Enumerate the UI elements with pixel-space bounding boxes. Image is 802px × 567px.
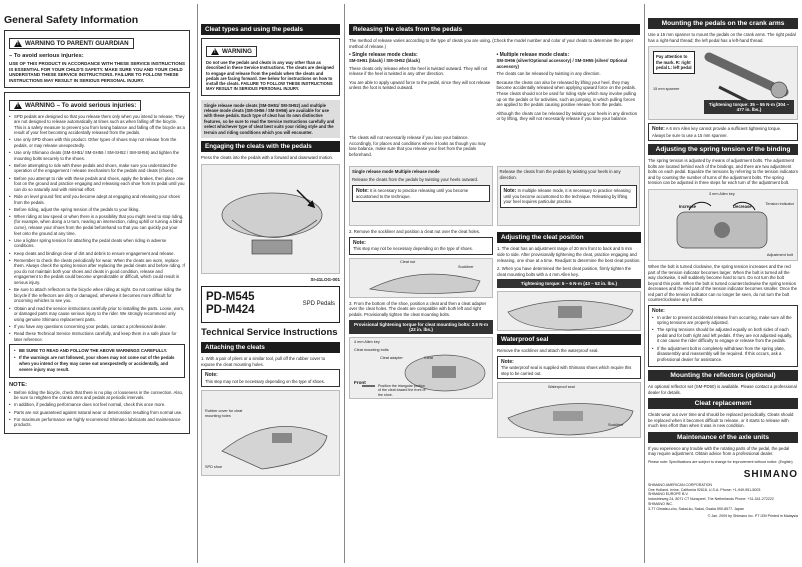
attach-step-2: 2. Remove the sockliner and position a cleat nut over the cleat holes. [349,229,481,235]
fig-label-rubber-cover: Rubber cover for cleat mounting holes [205,409,243,419]
note-bullet: • Parts are not guaranteed against natural wear or deterioration resulting from normal use. [9,410,185,416]
column-cleat-types [199,0,342,567]
boxed-bullet: • BE SURE TO READ AND FOLLOW THE ABOVE WARNINGS CAREFULLY. [14,348,180,354]
seal-note: Note: The waterproof seal is supplied with Shimano shoes which require this step to be carried out. [497,356,641,379]
warning-icon [14,40,22,47]
column-mounting [645,0,802,567]
address-line: One Holland, Irvine, California 92618, U.S.A. Phone: +1-949-951-5003 [648,487,761,492]
fig-label-spd-shoe: SPD shoe [205,465,223,470]
note-list [9,390,185,428]
model-name-1: PD-M545 [206,290,255,303]
pay-attention-box: Pay attention to the mark. R: right pedal L: left pedal [653,51,695,73]
label-waterproof-seal: Waterproof seal [548,385,575,390]
tsi-title: Technical Service Instructions [201,327,338,339]
note-bullet: • In addition, if pedaling performance does not feel normal, check this once more. [9,402,185,408]
address-line: SHIMANO EUROPE B.V. [648,492,689,497]
mounting-note: Note: A 6 mm Allen key cannot provide a sufficient tightening torque. Always be sure to use a 15 mm spanner. [648,123,798,141]
adjust-step-1: 1. The cleat has an adjustment range of 20 mm front to back and 5 mm side to side. After provisionally tightening the cleat, practice engaging and releasing, one shoe at a time. Readjust to determine the best cleat position. [497,246,641,263]
model-name-2: PD-M424 [206,304,255,317]
parent-warning-header: ! WARNING TO PARENT/ GUARDIAN [9,38,134,49]
cleat-types-info: Single release mode cleats (SM-SH51/ SM-SH52) and multiple release mode cleats (SM-SH56 / SM-SH56) are available for use with these pedals. Each type of cleat has its own distinctive features, so be sure to read the Service Instructions carefully and select whichever type of cleat best suits your riding style and the terrain and riding conditions which you will encounter. [201,100,340,139]
tightening-torque: Tightening torque: 5 – 6 N·m {43 – 52 in. lbs.} [497,279,641,288]
release-illustrations [349,163,640,229]
single-release-caption: Release the cleats from the pedals by twisting your heels outward. [352,176,479,182]
attach-steps-column [349,229,493,441]
engaging-illustration [201,164,340,274]
multi-release-note: Note: In multiple release mode, it is necessary to practice releasing until you become accustomed to the technique. Releasing by lifting your heel requires particular practice. [500,185,638,208]
cleat-warning-box [201,38,340,96]
label-seal-sockliner: Sockliner [608,423,624,428]
multi-mode-text: The cleats can be released by twisting in any direction. [496,71,601,77]
multi-mode-models: SM-SH56 (silver/Optional accessory) / SM-SH55 (silver/ Optional accessory) [496,58,628,69]
section-bar-spring-tension: Adjusting the spring tension of the binding [648,144,798,155]
cleat-mount-illustration [349,337,493,399]
address-line: SHIMANO INC. [648,502,673,507]
label-adjustment-bolt: Adjustment bolt [766,253,793,258]
label-cleat-adapter: Cleat adapter [380,355,403,360]
section-bar-adjust-position: Adjusting the cleat position [497,232,641,243]
section-bar-cleat-types: Cleat types and using the pedals [201,24,340,35]
warning-bullet: • Before riding, adjust the spring tension of the pedals to your liking. [9,207,185,213]
warning-bullet: • Use only SPD shoes with this product. Other types of shoes may not release from the pedals, or may release unexpectedly. [9,137,185,148]
engaging-text: Press the cleats into the pedals with a forward and downward motion. [201,155,334,161]
section-bar-mounting: Mounting the pedals on the crank arms [648,18,798,29]
product-type: SPD Pedals [302,301,335,308]
label-cleat-nut: Cleat nut [400,259,416,264]
warning-bullet: • Be sure to attach reflectors to the bicycle when riding at night. Do not continue riding the bicycle if the reflectors are dirty or damaged, otherwise it becomes more difficult for oncoming vehicles to see you. [9,287,185,304]
warning-bullet: • When riding at low speed or when there is a possibility that you might need to stop riding, (for example, when doing a U-turn, nearing an intersection, riding uphill or turning a blind curve), release your shoes from the pedal beforehand so that you can quickly put your feet onto the ground at any time. [9,214,185,236]
address-line: 3-77 Oimatsu-cho, Sakai-ku, Sakai, Osaka 590-8577, Japan [648,506,744,511]
warning-bullet: • Ride on level ground first until you become adept at engaging and releasing your shoes from the pedals. [9,194,185,205]
multi-mode-text-2: Because the cleats can also be released by lifting your heel, they may become accidentally released when applying upward force on the pedals. These cleats should not be used for riding style which may involve pulling up on the pedals or for activities, such as jumping, in which pulling forces are applied to the pedals causing positive release from the pedals. [496,79,636,108]
note-bullet: • Before riding the bicycle, check that there is no play or looseness in the connection. Also, be sure to retighten the cranks arms and pedals at periodic intervals. [9,390,185,401]
lower-sections [349,229,640,441]
spring-text-2: When the bolt is turned clockwise, the spring tension increases and the red part of the tension indicator becomes larger. When the bolt is turned all the way clockwise, it will suddenly become hard to turn. Do not turn the bolt beyond this point. When the bolt is turned counterclockwise the spring tension decreases and the red part of the tension indicator becomes smaller. Once the red part of the tension indicator can no longer be seen, do not turn the bolt counterclockwise any further. [648,264,798,303]
boxed-bullet: • If the warnings are not followed, your shoes may not come out of the pedals when you intend or they may come out unexpectedly or accidentally, and severe injury may result. [14,355,180,372]
warning-bullet: • Use only Shimano cleats (SM-SH51/ SM-SH56 / SM-SH52 / SM-SH56) and tighten the mounting bolts securely to the shoes. [9,150,185,161]
note-label: Note: [205,372,218,379]
multi-mode-head: • Multiple release mode cleats: [496,52,570,59]
column-general-safety [0,0,196,567]
front-caption: Position the triangular portion of the cleat toward the front of the shoe. [378,383,426,397]
note-bullet: • For maximum performance we highly recommend Shimano lubricants and maintenance products. [9,417,185,428]
section-bar-axle-maintenance: Maintenance of the axle units [648,432,798,443]
page-title: General Safety Information [4,14,139,26]
shimano-logo: SHIMANO [743,468,798,480]
mounting-text: Use a 15 mm spanner to mount the pedals on the crank arms. The right pedal has a right-hand thread; the left pedal has a left-hand thread. [648,32,796,43]
spring-adjust-image [649,190,799,262]
single-mode-head: • Single release mode cleats: [349,52,418,59]
label-allen-key: 4 mm Allen key [354,339,380,344]
reflectors-text: An optional reflector set (SM-PD60) is available. Please contact a professional dealer for details. [648,383,797,395]
release-modes [349,52,640,157]
parent-warning-box [4,30,190,88]
attach-step-3: 3. From the bottom of the shoe, position a cleat and then a cleat adapter over the cleat holes. The cleats are compatible with both left and right pedals. Provisionally tighten the cleat mounting bolts. [349,300,487,318]
single-mode-text-3: The cleats will not necessarily release if you lose your balance. Accordingly, for places and conditions where it looks as though you may lose balance, make sure that you release your feet from the pedals beforehand. [349,135,486,157]
attach-note: Note: This step may not be necessary depending on the type of shoes. [201,369,340,387]
label-front: Front [354,379,366,385]
single-release-illustration [349,166,493,226]
section-bar-cleat-replacement: Cleat replacement [648,398,798,409]
spring-note-list [652,315,794,363]
section-bar-reflectors: Mounting the reflectors (optional) [648,370,798,381]
read-warnings-box [9,344,185,378]
label-sockliner: Sockliner [458,264,474,269]
section-bar-waterproof-seal: Waterproof seal [497,334,641,345]
warning-bullet: • Use a lighter spring tension for attaching the pedal cleats when riding in adverse conditions. [9,238,185,249]
seal-illustration [497,382,641,438]
address-line: SHIMANO AMERICAN CORPORATION [648,482,713,487]
warning-bullet: • Keep cleats and bindings clear of dirt and debris to ensure engagement and release. [9,251,185,257]
label-allen-3mm: 3 mm Allen key [709,192,735,196]
adjust-step-2: 2. When you have determined the best cleat position, firmly tighten the cleat mounting bolts with a 4 mm Allen key. [497,266,631,277]
spring-note-bullet: • The spring tensions should be adjusted equally on both sides of each pedal and for both right and left pedals. If they are not adjusted equally, it can cause the rider difficulty to engage or release from the pedals. [652,327,794,344]
shoe-rubber-cover-image [202,391,339,477]
cleat-adjust-image [498,292,640,332]
warning-header: ! WARNING – To avoid serious injuries: [9,100,141,111]
warning-bullet: • Before attempting to ride with these pedals and shoes, make sure you understand the operation of the engagement / release mechanism for the pedals and cleats (shoes). [9,163,185,174]
changes-note: Please note: Specifications are subject to change for improvement without notice. (English) [648,460,793,464]
warning-bullet-list [9,114,185,343]
parent-warning-text: USE OF THIS PRODUCT IN ACCORDANCE WITH THESE SERVICE INSTRUCTIONS IS ESSENTIAL FOR YOUR CHILD'S SAFETY. MAKE SURE YOU AND YOUR CHILD UNDERSTAND THESE SERVICE INSTRUCTIONS. FAILURE TO FOLLOW THESE INSTRUCTIONS MAY RESULT IN SERIOUS PERSONAL INJURY. [9,61,186,83]
cleat-replacement-text: Cleats wear out over time and should be replaced periodically. Cleats should be replaced when it becomes difficult to release, or it starts to release with much less effort than when it was in new condition. [648,412,794,429]
cleat-warning-text: Do not use the pedals and cleats in any way other than as described in these Service Instructions. The cleats are designed to engage and release from the pedals when the cleats and pedals are facing forward. See below for instructions on how to install the cleats. FAILURE TO FOLLOW THESE INSTRUCTIONS MAY RESULT IN SERIOUS PERSONAL INJURY. [206,60,334,92]
label-tension-indicator: Tension indicator [765,202,794,206]
warning-icon [211,48,219,55]
waterproof-seal-image [498,383,640,439]
mounting-illustration [648,46,798,120]
address-block [648,483,798,512]
adjust-column [497,229,641,441]
warning-bullet: • Before you attempt to ride with these pedals and shoes, apply the brakes, then place one foot on the ground and practice engaging and releasing each shoe from its pedal until you can do so naturally and with minimal effort. [9,176,185,193]
seal-text: Remove the sockliner and attach the waterproof seal. [497,348,599,354]
multi-release-caption: Release the cleats from the pedals by twisting your heels in any direction. [499,169,621,180]
single-mode-column [349,52,493,157]
section-bar-engaging: Engaging the cleats with the pedals [201,141,340,152]
label-cleat: Cleat [424,355,433,360]
label-increase: Increase [679,204,696,209]
spring-note-bullet: • In order to prevent accidental release from occurring, make sure all the spring tensions are properly adjusted. [652,315,794,326]
copyright: © Jan. 2009 by Shimano Inc. PT IZM Printed in Malaysia [707,513,798,518]
warning-bullet: • Obtain and read the service instructions carefully prior to installing the parts. Loose, worn, or damaged parts may cause serious injury to the rider. We strongly recommend only using genuine Shimano replacement parts. [9,306,185,323]
axle-text: If you experience any trouble with the rotating parts of the pedal, the pedal may require adjustment. Obtain advice from a professional dealer. [648,445,790,457]
warning-bullet: • SPD pedals are designed so that you release them only when you intend to release. They are not designed to release automatically at times such as when falling off the bicycle. This is a safety measure to prevent you from losing balance and falling off the bicycle as a result of your feet becoming accidentally released from the pedals. [9,114,185,136]
spring-text: The spring tension is adjusted by means of adjustment bolts. The adjustment bolts are located behind each of the bindings, and there are two adjustment bolts on each pedal. Equalize the tensions by referring to the tension indicators and by counting the number of turns of the adjustment bolts. The spring tension can be adjusted in three steps for each turn of the adjustment bolt. [648,158,799,186]
adjust-illustration [497,291,641,331]
attach-illustration [201,390,340,476]
label-spanner: 15 mm spanner [653,87,680,92]
provisional-torque: Provisional tightening torque for cleat mounting bolts: 2.5 N·m {22 in. lbs.} [349,320,493,334]
single-release-note: Note: It is necessary to practice releasing until you become accustomed to the technique. [352,185,490,203]
cleat-nut-illustration [349,258,493,298]
single-mode-text-2: You are able to apply upward force to the pedal, since they will not release unless the foot is twisted outward. [349,79,491,91]
column-releasing [346,0,643,567]
warning-bullet: • If you have any questions concerning your pedals, contact a professional dealer. [9,324,185,330]
avoid-injuries-heading: – To avoid serious injuries: [9,53,84,59]
document-code: SI-41LOG-001 [310,276,340,282]
mounting-torque: Tightening torque: 35 – 55 N·m {304 – 477 in. lbs.} [704,100,794,114]
multi-mode-text-3: Although the cleats can be released by twisting your heels in any direction or by lifting, they will not necessarily release if you lose your balance. [496,110,638,122]
section-bar-releasing: Releasing the cleats from the pedals [349,24,640,35]
step2-note: Note: This step may not be necessary depending on the type of shoes. [349,237,493,255]
single-release-caption-title: Single release mode Multiple release mode [352,169,440,175]
model-box [201,286,340,324]
warning-icon [14,102,22,109]
spring-note: Note: • In order to prevent accidental release from occurring, make sure all the spring tensions are properly adjusted. • The spring tensions should be adjusted equally on both sides of each pedal and for both right and left pedals. If they are not adjusted equally, it can cause the rider difficulty to engage or release from the pedals. • If the adjustment bolt is completely withdrawn from the spring plate, disassembly and reassembly will be required. If this occurs, ask a professional dealer for assistance. [648,305,798,367]
note-heading: NOTE: [9,381,28,388]
warning-header: ! WARNING [206,46,257,57]
address-line: Industrieweg 24, 8071 CT Nunspeet, The Netherlands Phone: +31-341-272222 [648,497,774,502]
warning-bullet: • Read these Technical Service Instructions carefully, and keep them in a safe place for later reference. [9,331,185,342]
label-decrease: Decrease [733,204,752,209]
spring-illustration [648,189,798,261]
single-mode-models: SM-SH51 (black) / SM-SH52 (black) [349,58,420,64]
multi-mode-column [497,52,641,157]
single-mode-text: These cleats only release when the heel is twisted outward. They will not release if the heel is twisted in any other direction. [349,65,488,77]
section-bar-attaching: Attaching the cleats [201,342,340,353]
releasing-text: The method of release varies according to the type of cleats you are using. (Check the model number and color of your cleats to determine the proper method of release.) [349,38,634,49]
shoe-pedal-engage-image [202,165,339,275]
multi-release-illustration [497,166,641,226]
warning-box [4,92,190,434]
label-mounting-bolts: Cleat mounting bolts [354,347,389,352]
warning-bullet: • Remember to check the cleats periodically for wear. When the cleats are worn, replace them. Always check the spring tension after replacing the pedal cleats and before riding. If you do not maintain both your shoes and cleats in good condition, release and engagement to the pedals could become unpredictable or difficult, which could result in serious injury. [9,258,185,286]
attach-step-1: 1. With a pair of pliers or a similar tool, pull off the rubber cover to expose the cleat mounting holes. [201,356,326,367]
spring-note-bullet: • If the adjustment bolt is completely withdrawn from the spring plate, disassembly and reassembly will be required. If this occurs, ask a professional dealer for assistance. [652,346,794,363]
